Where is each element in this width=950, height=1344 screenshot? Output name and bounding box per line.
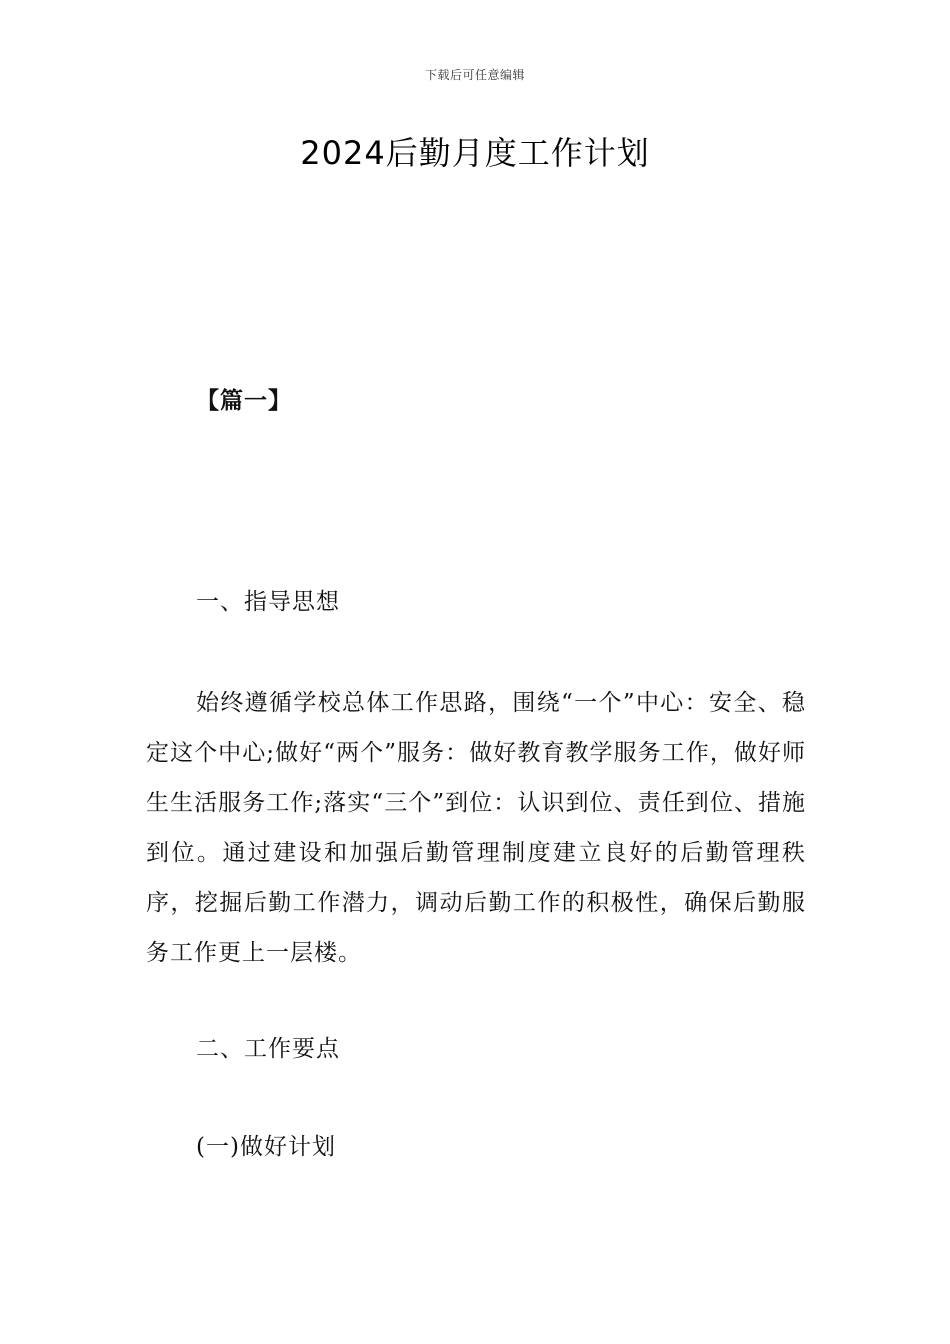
section-mark: 【篇一】 [196, 387, 292, 414]
body-paragraph: 始终遵循学校总体工作思路，围绕“一个”中心：安全、稳定这个中心;做好“两个”服务：做好教育教学服务工作，做好师生生活服务工作;落实“三个”到位：认识到位、责任到位、措施到位。通过建设和加强后勤管理制度建立良好的后勤管理秩序，挖掘后勤工作潜力，调动后勤工作的积极性，确保后勤服务工作更上一层楼。 [146, 690, 806, 966]
subheading-make-plan: (一)做好计划 [196, 1134, 336, 1160]
document-title: 2024后勤月度工作计划 [300, 134, 650, 172]
heading-key-points: 二、工作要点 [196, 1036, 340, 1062]
heading-guiding-thought: 一、指导思想 [196, 589, 340, 615]
page-header-note: 下载后可任意编辑 [424, 68, 525, 82]
